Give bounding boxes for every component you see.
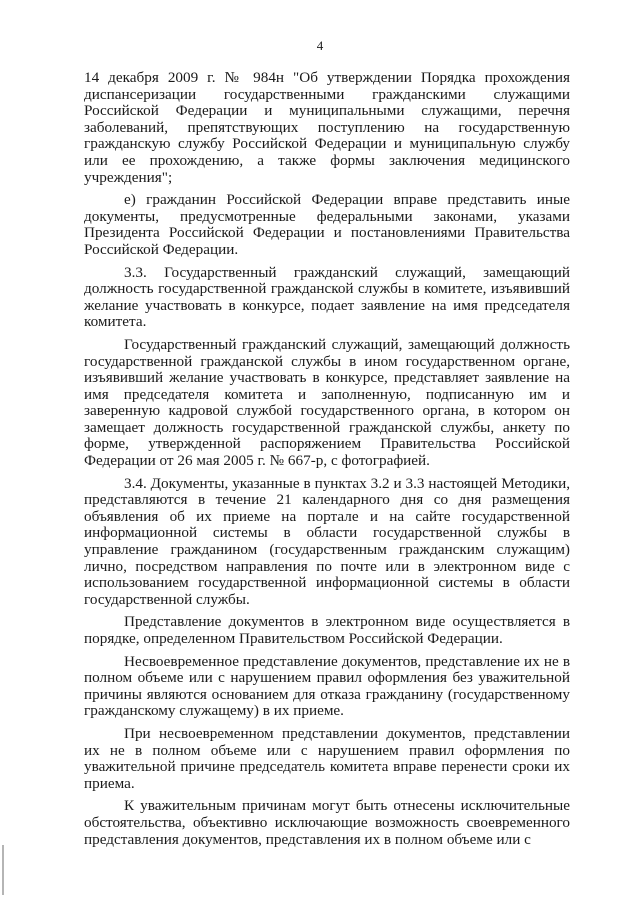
paragraph-electronic-submission: Представление документов в электронном виде осуществляется в порядке, определенном Правительством Российской Федерации. <box>84 613 570 647</box>
paragraph-valid-reasons-list: К уважительным причинам могут быть отнесены исключительные обстоятельства, объективно исключающие возможность своевременного представления документов, представления их в полном объеме или с <box>84 797 570 848</box>
page-number: 4 <box>316 38 324 53</box>
document-body <box>84 70 570 854</box>
paragraph-3-3: 3.3. Государственный гражданский служащий, замещающий должность государственной гражданской службы в комитете, изъявивший желание участвовать в конкурсе, подает заявление на имя председателя комитета. <box>84 263 570 331</box>
paragraph-3-4: 3.4. Документы, указанные в пунктах 3.2 и 3.3 настоящей Методики, представляются в течение 21 календарного дня со дня размещения объявления об их приеме на портале и на сайте государственной информационной системы в области государственной службы в управление гражданином (государственным гражданским служащим) лично, посредством направления по почте или в электронном виде с использованием государственной информационной системы в области государственной службы. <box>84 474 570 608</box>
paragraph-item-e: е) гражданин Российской Федерации вправе представить иные документы, предусмотренные федеральными законами, указами Президента Российской Федерации и постановлениями Правительства Российской Федерации. <box>84 191 570 258</box>
paragraph-late-submission: Несвоевременное представление документов, представление их не в полном объеме или с нарушением правил оформления без уважительной причины являются основанием для отказа гражданину (государственному гражданскому служащему) в их приеме. <box>84 652 570 720</box>
paragraph-valid-reason: При несвоевременном представлении документов, представлении их не в полном объеме или с нарушением правил оформления по уважительной причине председатель комитета вправе перенести сроки их приема. <box>84 724 570 792</box>
paragraph-other-agency-servant: Государственный гражданский служащий, замещающий должность государственной гражданской службы в ином государственном органе, изъявивший желание участвовать в конкурсе, представляет заявление на имя председателя комитета и заполненную, подписанную им и заверенную кадровой службой государственного органа, в котором он замещает должность государственной гражданской службы, анкету по форме, утвержденной распоряжением Правительства Российской Федерации от 26 мая 2005 г. № 667-р, с фотографией. <box>84 335 570 470</box>
scan-edge-mark <box>2 845 4 895</box>
paragraph-order-reference: 14 декабря 2009 г. № 984н "Об утверждении Порядка прохождения диспансеризации государственными гражданскими служащими Российской Федерации и муниципальными служащими, перечня заболеваний, препятствующих поступлению на государственную гражданскую службу Российской Федерации и муниципальную службу или ее прохождению, а также формы заключения медицинского учреждения"; <box>84 69 570 186</box>
